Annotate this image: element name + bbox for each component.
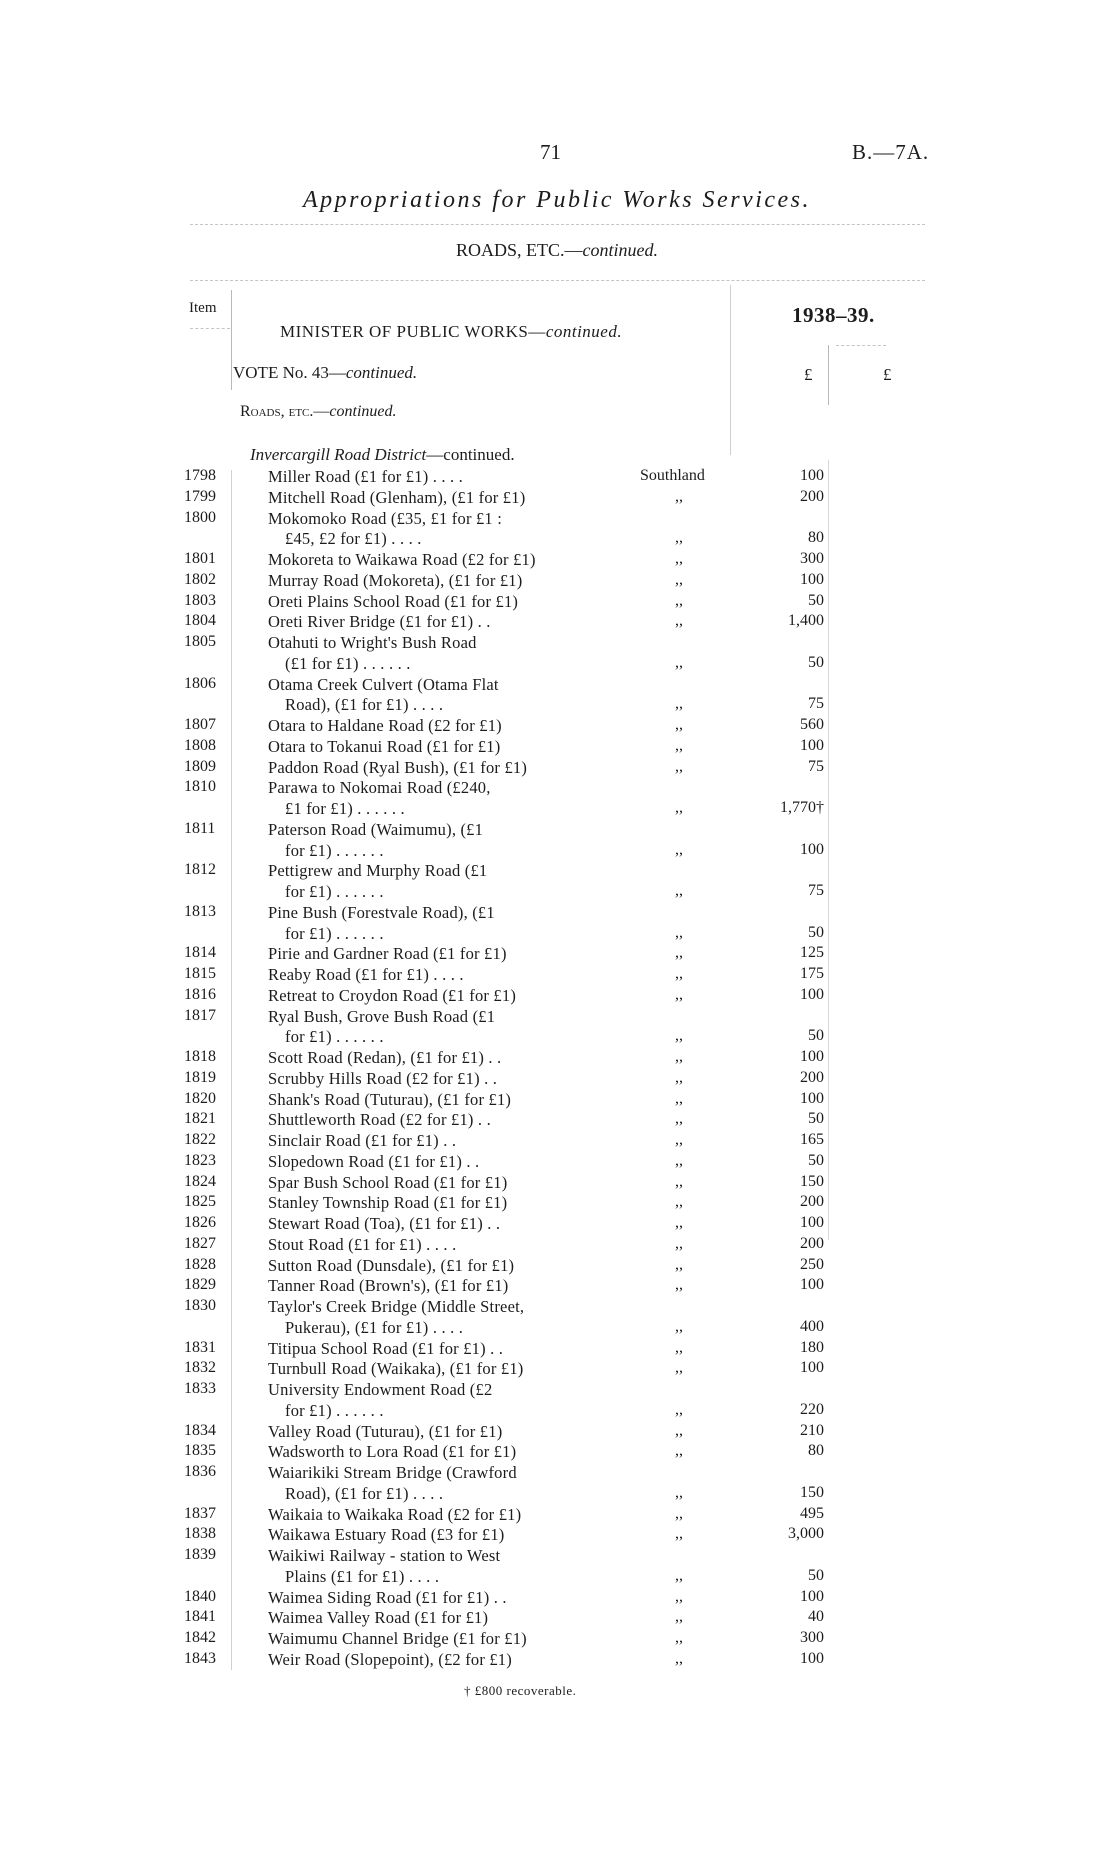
county-name: ,, bbox=[675, 799, 683, 816]
amount-value: 100 bbox=[800, 570, 824, 588]
road-description: Otama Creek Culvert (Otama Flat bbox=[268, 674, 499, 694]
road-description: Mitchell Road (Glenham), (£1 for £1) bbox=[268, 487, 526, 507]
road-description: Scrubby Hills Road (£2 for £1) . . bbox=[268, 1068, 498, 1088]
county-name: ,, bbox=[675, 944, 683, 962]
road-description: Waimea Valley Road (£1 for £1) bbox=[268, 1608, 489, 1628]
road-description: Stanley Township Road (£1 for £1) bbox=[268, 1193, 508, 1213]
item-number: 1806 bbox=[184, 674, 216, 692]
county-name: ,, bbox=[675, 550, 683, 567]
road-description: Mokomoko Road (£35, £1 for £1 : bbox=[268, 508, 502, 528]
item-number: 1836 bbox=[184, 1463, 216, 1480]
county-name: ,, bbox=[675, 695, 683, 713]
amount-value: 200 bbox=[800, 1234, 824, 1252]
county-name: Southland bbox=[640, 467, 705, 484]
amount-value: 150 bbox=[800, 1483, 824, 1501]
vote-italic: continued. bbox=[345, 363, 418, 382]
minister-main: MINISTER OF PUBLIC WORKS— bbox=[280, 322, 546, 341]
footnote: † £800 recoverable. bbox=[464, 1683, 577, 1698]
item-number: 1801 bbox=[184, 550, 216, 567]
item-number: 1802 bbox=[184, 570, 216, 588]
county-name: ,, bbox=[675, 1027, 683, 1045]
road-description-continued: for £1) . . . . . . bbox=[285, 882, 384, 901]
county-name: ,, bbox=[675, 653, 683, 671]
road-description-continued: for £1) . . . . . . bbox=[285, 923, 384, 943]
county-name: ,, bbox=[675, 716, 683, 733]
item-number: 1799 bbox=[184, 487, 216, 505]
item-number: 1814 bbox=[184, 944, 216, 962]
road-description: Weir Road (Slopepoint), (£2 for £1) bbox=[268, 1649, 512, 1669]
amount-value: 100 bbox=[800, 1359, 824, 1377]
document-reference: B.—7A. bbox=[852, 140, 930, 164]
amount-value: 50 bbox=[808, 923, 824, 941]
road-description: Mokoreta to Waikawa Road (£2 for £1) bbox=[268, 550, 536, 569]
amount-value: 100 bbox=[800, 840, 824, 858]
road-description: Otara to Haldane Road (£2 for £1) bbox=[268, 716, 502, 735]
item-number: 1816 bbox=[184, 985, 216, 1003]
item-number: 1813 bbox=[184, 902, 216, 920]
road-description: Waimumu Channel Bridge (£1 for £1) bbox=[268, 1629, 527, 1648]
subtitle-italic: continued. bbox=[582, 240, 658, 260]
item-number: 1829 bbox=[184, 1276, 216, 1294]
item-number: 1842 bbox=[184, 1629, 216, 1646]
amount-value: 100 bbox=[800, 1276, 824, 1294]
item-number: 1834 bbox=[184, 1421, 216, 1439]
amount-value: 50 bbox=[808, 591, 824, 609]
item-number: 1826 bbox=[184, 1214, 216, 1231]
county-name: ,, bbox=[675, 1608, 683, 1626]
amount-value: 100 bbox=[800, 736, 824, 754]
item-number: 1830 bbox=[184, 1297, 216, 1314]
county-name: ,, bbox=[675, 1587, 683, 1605]
amount-value: 100 bbox=[800, 1587, 824, 1605]
item-number: 1809 bbox=[184, 757, 216, 775]
road-description: Turnbull Road (Waikaka), (£1 for £1) bbox=[268, 1359, 524, 1379]
road-description: Taylor's Creek Bridge (Middle Street, bbox=[268, 1297, 525, 1316]
amount-value: 50 bbox=[808, 1151, 824, 1169]
item-number: 1838 bbox=[184, 1525, 216, 1543]
amount-value: 250 bbox=[800, 1255, 824, 1273]
amount-value: 125 bbox=[800, 944, 824, 962]
amount-value: 300 bbox=[800, 550, 824, 567]
road-description: Stout Road (£1 for £1) . . . . bbox=[268, 1234, 457, 1254]
road-description-continued: for £1) . . . . . . bbox=[285, 1400, 384, 1420]
district-italic: Invercargill Road District bbox=[250, 445, 427, 464]
amount-value: 75 bbox=[808, 695, 824, 713]
amount-value: 200 bbox=[800, 1068, 824, 1086]
road-description: Scott Road (Redan), (£1 for £1) . . bbox=[268, 1048, 502, 1067]
amount-value: 150 bbox=[800, 1172, 824, 1190]
item-number: 1815 bbox=[184, 965, 216, 982]
amount-value: 200 bbox=[800, 487, 824, 505]
item-number: 1810 bbox=[184, 778, 216, 796]
amount-value: 560 bbox=[800, 716, 824, 733]
road-description: Murray Road (Mokoreta), (£1 for £1) bbox=[268, 570, 523, 590]
item-column-header: Item bbox=[189, 300, 217, 316]
item-number: 1798 bbox=[184, 467, 216, 484]
county-name: ,, bbox=[675, 1483, 683, 1501]
road-description-continued: £45, £2 for £1) . . . . bbox=[285, 529, 422, 549]
county-name: ,, bbox=[675, 1172, 683, 1190]
amount-value: 200 bbox=[800, 1193, 824, 1211]
county-name: ,, bbox=[675, 1193, 683, 1211]
roads-italic: continued. bbox=[329, 403, 397, 420]
item-number: 1803 bbox=[184, 591, 216, 609]
amount-value: 50 bbox=[808, 1027, 824, 1045]
county-name: ,, bbox=[675, 612, 683, 630]
road-description-continued: £1 for £1) . . . . . . bbox=[285, 799, 405, 818]
item-number: 1805 bbox=[184, 633, 216, 650]
county-name: ,, bbox=[675, 1276, 683, 1294]
currency-label-1: £ bbox=[804, 365, 813, 384]
road-description: Titipua School Road (£1 for £1) . . bbox=[268, 1338, 504, 1358]
item-number: 1841 bbox=[184, 1608, 216, 1626]
road-description: Stewart Road (Toa), (£1 for £1) . . bbox=[268, 1214, 501, 1233]
road-description: Spar Bush School Road (£1 for £1) bbox=[268, 1172, 508, 1192]
road-description-continued: Pukerau), (£1 for £1) . . . . bbox=[285, 1317, 464, 1337]
road-description-continued: for £1) . . . . . . bbox=[285, 840, 384, 860]
item-number: 1804 bbox=[184, 612, 216, 630]
financial-year: 1938–39. bbox=[792, 303, 875, 327]
district-main: —continued. bbox=[426, 445, 515, 464]
page-number: 71 bbox=[540, 140, 561, 164]
road-description: Waikaia to Waikaka Road (£2 for £1) bbox=[268, 1504, 522, 1524]
county-name: ,, bbox=[675, 757, 683, 775]
amount-value: 80 bbox=[808, 1442, 824, 1460]
amount-value: 175 bbox=[800, 965, 824, 982]
road-description-continued: for £1) . . . . . . bbox=[285, 1027, 384, 1047]
county-name: ,, bbox=[675, 1566, 683, 1584]
item-number: 1820 bbox=[184, 1089, 216, 1107]
item-number: 1831 bbox=[184, 1338, 216, 1356]
item-number: 1811 bbox=[184, 819, 216, 837]
amount-value: 100 bbox=[800, 1649, 824, 1667]
amount-value: 1,770† bbox=[780, 799, 824, 816]
item-number: 1812 bbox=[184, 861, 216, 879]
county-name: ,, bbox=[675, 1234, 683, 1252]
road-description-continued: Plains (£1 for £1) . . . . bbox=[285, 1566, 440, 1586]
county-name: ,, bbox=[675, 591, 683, 609]
road-description: Wadsworth to Lora Road (£1 for £1) bbox=[268, 1442, 517, 1462]
amount-value: 220 bbox=[800, 1400, 824, 1418]
item-number: 1800 bbox=[184, 508, 216, 526]
amount-value: 100 bbox=[800, 467, 824, 484]
road-description: Parawa to Nokomai Road (£240, bbox=[268, 778, 491, 798]
amount-value: 300 bbox=[800, 1629, 824, 1646]
road-description: Pine Bush (Forestvale Road), (£1 bbox=[268, 902, 495, 922]
county-name: ,, bbox=[675, 1214, 683, 1231]
county-name: ,, bbox=[675, 529, 683, 547]
road-description: Waikawa Estuary Road (£3 for £1) bbox=[268, 1525, 505, 1545]
road-description: Pirie and Gardner Road (£1 for £1) bbox=[268, 944, 507, 964]
county-name: ,, bbox=[675, 1089, 683, 1107]
county-name: ,, bbox=[675, 1525, 683, 1543]
amount-value: 50 bbox=[808, 1566, 824, 1584]
item-number: 1843 bbox=[184, 1649, 216, 1667]
county-name: ,, bbox=[675, 1442, 683, 1460]
item-number: 1827 bbox=[184, 1234, 216, 1252]
item-number: 1840 bbox=[184, 1587, 216, 1605]
amount-value: 100 bbox=[800, 985, 824, 1003]
vote-main: VOTE No. 43— bbox=[233, 363, 346, 382]
roads-main: Roads, etc.— bbox=[240, 403, 330, 420]
item-number: 1807 bbox=[184, 716, 216, 733]
road-description: Retreat to Croydon Road (£1 for £1) bbox=[268, 985, 517, 1005]
amount-value: 100 bbox=[800, 1214, 824, 1231]
item-number: 1825 bbox=[184, 1193, 216, 1211]
item-number: 1821 bbox=[184, 1110, 216, 1128]
road-description: Waiarikiki Stream Bridge (Crawford bbox=[268, 1463, 517, 1482]
road-description: Reaby Road (£1 for £1) . . . . bbox=[268, 965, 464, 984]
road-description-continued: Road), (£1 for £1) . . . . bbox=[285, 1483, 444, 1503]
item-number: 1828 bbox=[184, 1255, 216, 1273]
county-name: ,, bbox=[675, 1048, 683, 1065]
item-number: 1817 bbox=[184, 1006, 216, 1024]
county-name: ,, bbox=[675, 487, 683, 505]
page-title: Appropriations for Public Works Services. bbox=[302, 187, 812, 213]
amount-value: 165 bbox=[800, 1131, 824, 1148]
item-number: 1832 bbox=[184, 1359, 216, 1377]
road-description: Oreti Plains School Road (£1 for £1) bbox=[268, 591, 519, 611]
item-number: 1818 bbox=[184, 1048, 216, 1065]
road-description: University Endowment Road (£2 bbox=[268, 1380, 493, 1399]
county-name: ,, bbox=[675, 965, 683, 982]
county-name: ,, bbox=[675, 1359, 683, 1377]
amount-value: 75 bbox=[808, 757, 824, 775]
county-name: ,, bbox=[675, 736, 683, 754]
amount-value: 80 bbox=[808, 529, 824, 547]
road-description: Ryal Bush, Grove Bush Road (£1 bbox=[268, 1006, 496, 1026]
county-name: ,, bbox=[675, 1110, 683, 1128]
amount-value: 210 bbox=[800, 1421, 824, 1439]
subtitle-main: ROADS, ETC.— bbox=[456, 240, 583, 260]
amount-value: 50 bbox=[808, 653, 824, 671]
road-description: Waikiwi Railway - station to West bbox=[268, 1546, 501, 1565]
item-number: 1808 bbox=[184, 736, 216, 754]
county-name: ,, bbox=[675, 1131, 683, 1148]
road-description: Oreti River Bridge (£1 for £1) . . bbox=[268, 612, 491, 632]
road-description: Otara to Tokanui Road (£1 for £1) bbox=[268, 736, 501, 756]
item-number: 1837 bbox=[184, 1504, 216, 1522]
county-name: ,, bbox=[675, 1317, 683, 1335]
county-name: ,, bbox=[675, 1151, 683, 1169]
item-number: 1819 bbox=[184, 1068, 216, 1086]
road-description: Slopedown Road (£1 for £1) . . bbox=[268, 1151, 480, 1171]
amount-value: 495 bbox=[800, 1504, 824, 1522]
amount-value: 3,000 bbox=[788, 1525, 824, 1543]
county-name: ,, bbox=[675, 1255, 683, 1273]
county-name: ,, bbox=[675, 882, 683, 899]
item-number: 1833 bbox=[184, 1380, 216, 1397]
item-number: 1835 bbox=[184, 1442, 216, 1460]
amount-value: 50 bbox=[808, 1110, 824, 1128]
amount-value: 400 bbox=[800, 1317, 824, 1335]
county-name: ,, bbox=[675, 985, 683, 1003]
county-name: ,, bbox=[675, 1338, 683, 1356]
amount-value: 1,400 bbox=[788, 612, 824, 630]
road-description-continued: (£1 for £1) . . . . . . bbox=[285, 653, 411, 673]
road-description: Shuttleworth Road (£2 for £1) . . bbox=[268, 1110, 491, 1130]
road-description-continued: Road), (£1 for £1) . . . . bbox=[285, 695, 444, 715]
county-name: ,, bbox=[675, 1068, 683, 1086]
amount-value: 180 bbox=[800, 1338, 824, 1356]
road-description: Paterson Road (Waimumu), (£1 bbox=[268, 819, 484, 839]
county-name: ,, bbox=[675, 1421, 683, 1439]
county-name: ,, bbox=[675, 1504, 683, 1522]
county-name: ,, bbox=[675, 570, 683, 588]
amount-value: 40 bbox=[808, 1608, 824, 1626]
county-name: ,, bbox=[675, 840, 683, 858]
road-description: Sutton Road (Dunsdale), (£1 for £1) bbox=[268, 1255, 515, 1275]
item-number: 1839 bbox=[184, 1546, 216, 1563]
currency-label-2: £ bbox=[883, 365, 892, 384]
amount-value: 100 bbox=[800, 1089, 824, 1107]
road-description: Otahuti to Wright's Bush Road bbox=[268, 633, 477, 652]
county-name: ,, bbox=[675, 1649, 683, 1667]
road-description: Sinclair Road (£1 for £1) . . bbox=[268, 1131, 457, 1150]
road-description: Pettigrew and Murphy Road (£1 bbox=[268, 861, 488, 881]
item-number: 1822 bbox=[184, 1131, 216, 1148]
item-number: 1824 bbox=[184, 1172, 216, 1190]
item-number: 1823 bbox=[184, 1151, 216, 1169]
road-description: Paddon Road (Ryal Bush), (£1 for £1) bbox=[268, 757, 528, 777]
county-name: ,, bbox=[675, 1629, 683, 1646]
road-description: Waimea Siding Road (£1 for £1) . . bbox=[268, 1587, 507, 1607]
road-description: Miller Road (£1 for £1) . . . . bbox=[268, 467, 463, 486]
minister-italic: continued. bbox=[545, 322, 623, 341]
amount-value: 100 bbox=[800, 1048, 824, 1065]
road-description: Valley Road (Tuturau), (£1 for £1) bbox=[268, 1421, 503, 1441]
road-description: Shank's Road (Tuturau), (£1 for £1) bbox=[268, 1089, 512, 1109]
road-description: Tanner Road (Brown's), (£1 for £1) bbox=[268, 1276, 509, 1296]
amount-value: 75 bbox=[808, 882, 824, 899]
county-name: ,, bbox=[675, 923, 683, 941]
county-name: ,, bbox=[675, 1400, 683, 1418]
